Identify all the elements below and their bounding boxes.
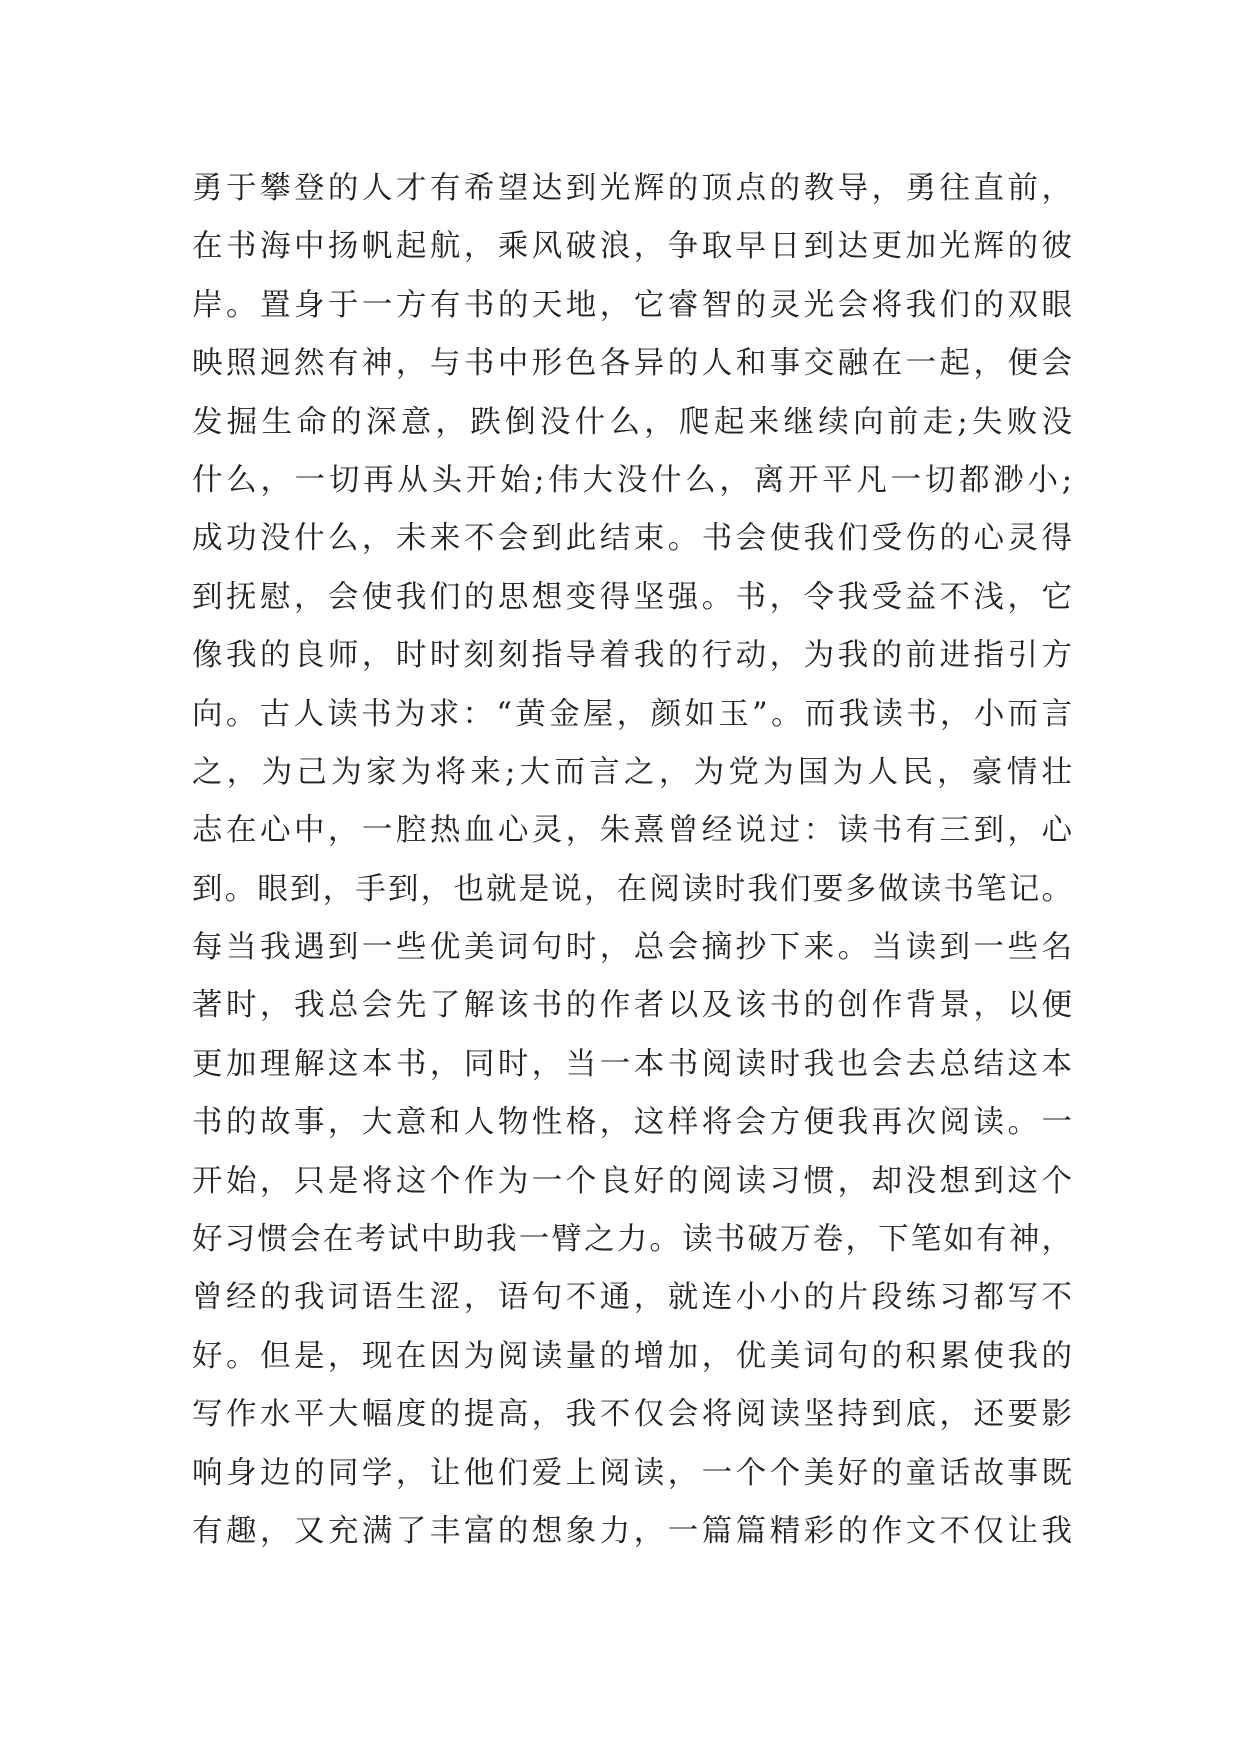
- text-line: 在书海中扬帆起航，乘风破浪，争取早日到达更加光辉的彼: [192, 229, 1072, 265]
- text-line: 好习惯会在考试中助我一臂之力。读书破万卷，下笔如有神，: [192, 1222, 1072, 1258]
- text-line: 志在心中，一腔热血心灵，朱熹曾经说过：读书有三到，心: [192, 813, 1072, 849]
- text-line: 发掘生命的深意，跌倒没什么，爬起来继续向前走;失败没: [192, 404, 1072, 440]
- text-line: 开始，只是将这个作为一个良好的阅读习惯，却没想到这个: [192, 1163, 1072, 1199]
- text-line: 每当我遇到一些优美词句时，总会摘抄下来。当读到一些名: [192, 930, 1072, 966]
- text-line: 到抚慰，会使我们的思想变得坚强。书，令我受益不浅，它: [192, 579, 1072, 615]
- text-line: 岸。置身于一方有书的天地，它睿智的灵光会将我们的双眼: [192, 287, 1072, 323]
- text-line: 好。但是，现在因为阅读量的增加，优美词句的积累使我的: [192, 1338, 1072, 1374]
- text-line: 勇于攀登的人才有希望达到光辉的顶点的教导，勇往直前，: [192, 171, 1072, 206]
- body-text: [192, 160, 1072, 1561]
- text-line: 著时，我总会先了解该书的作者以及该书的创作背景，以便: [192, 988, 1072, 1024]
- text-line: 响身边的同学，让他们爱上阅读，一个个美好的童话故事既: [192, 1455, 1072, 1491]
- text-line: 书的故事，大意和人物性格，这样将会方便我再次阅读。一: [192, 1105, 1072, 1141]
- text-line: 像我的良师，时时刻刻指导着我的行动，为我的前进指引方: [192, 638, 1072, 674]
- text-line: 什么，一切再从头开始;伟大没什么，离开平凡一切都渺小;: [192, 462, 1072, 498]
- text-line: 有趣，又充满了丰富的想象力，一篇篇精彩的作文不仅让我: [192, 1513, 1072, 1549]
- text-line: 到。眼到，手到，也就是说，在阅读时我们要多做读书笔记。: [192, 871, 1072, 907]
- text-line: 写作水平大幅度的提高，我不仅会将阅读坚持到底，还要影: [192, 1397, 1072, 1433]
- text-line: 映照迥然有神，与书中形色各异的人和事交融在一起，便会: [192, 346, 1072, 382]
- text-line: 曾经的我词语生涩，语句不通，就连小小的片段练习都写不: [192, 1280, 1072, 1316]
- text-line: 更加理解这本书，同时，当一本书阅读时我也会去总结这本: [192, 1046, 1072, 1082]
- text-line: 向。古人读书为求：“黄金屋，颜如玉”。而我读书，小而言: [192, 696, 1072, 732]
- text-line: 成功没什么，未来不会到此结束。书会使我们受伤的心灵得: [192, 521, 1072, 557]
- text-line: 之，为己为家为将来;大而言之，为党为国为人民，豪情壮: [192, 754, 1072, 790]
